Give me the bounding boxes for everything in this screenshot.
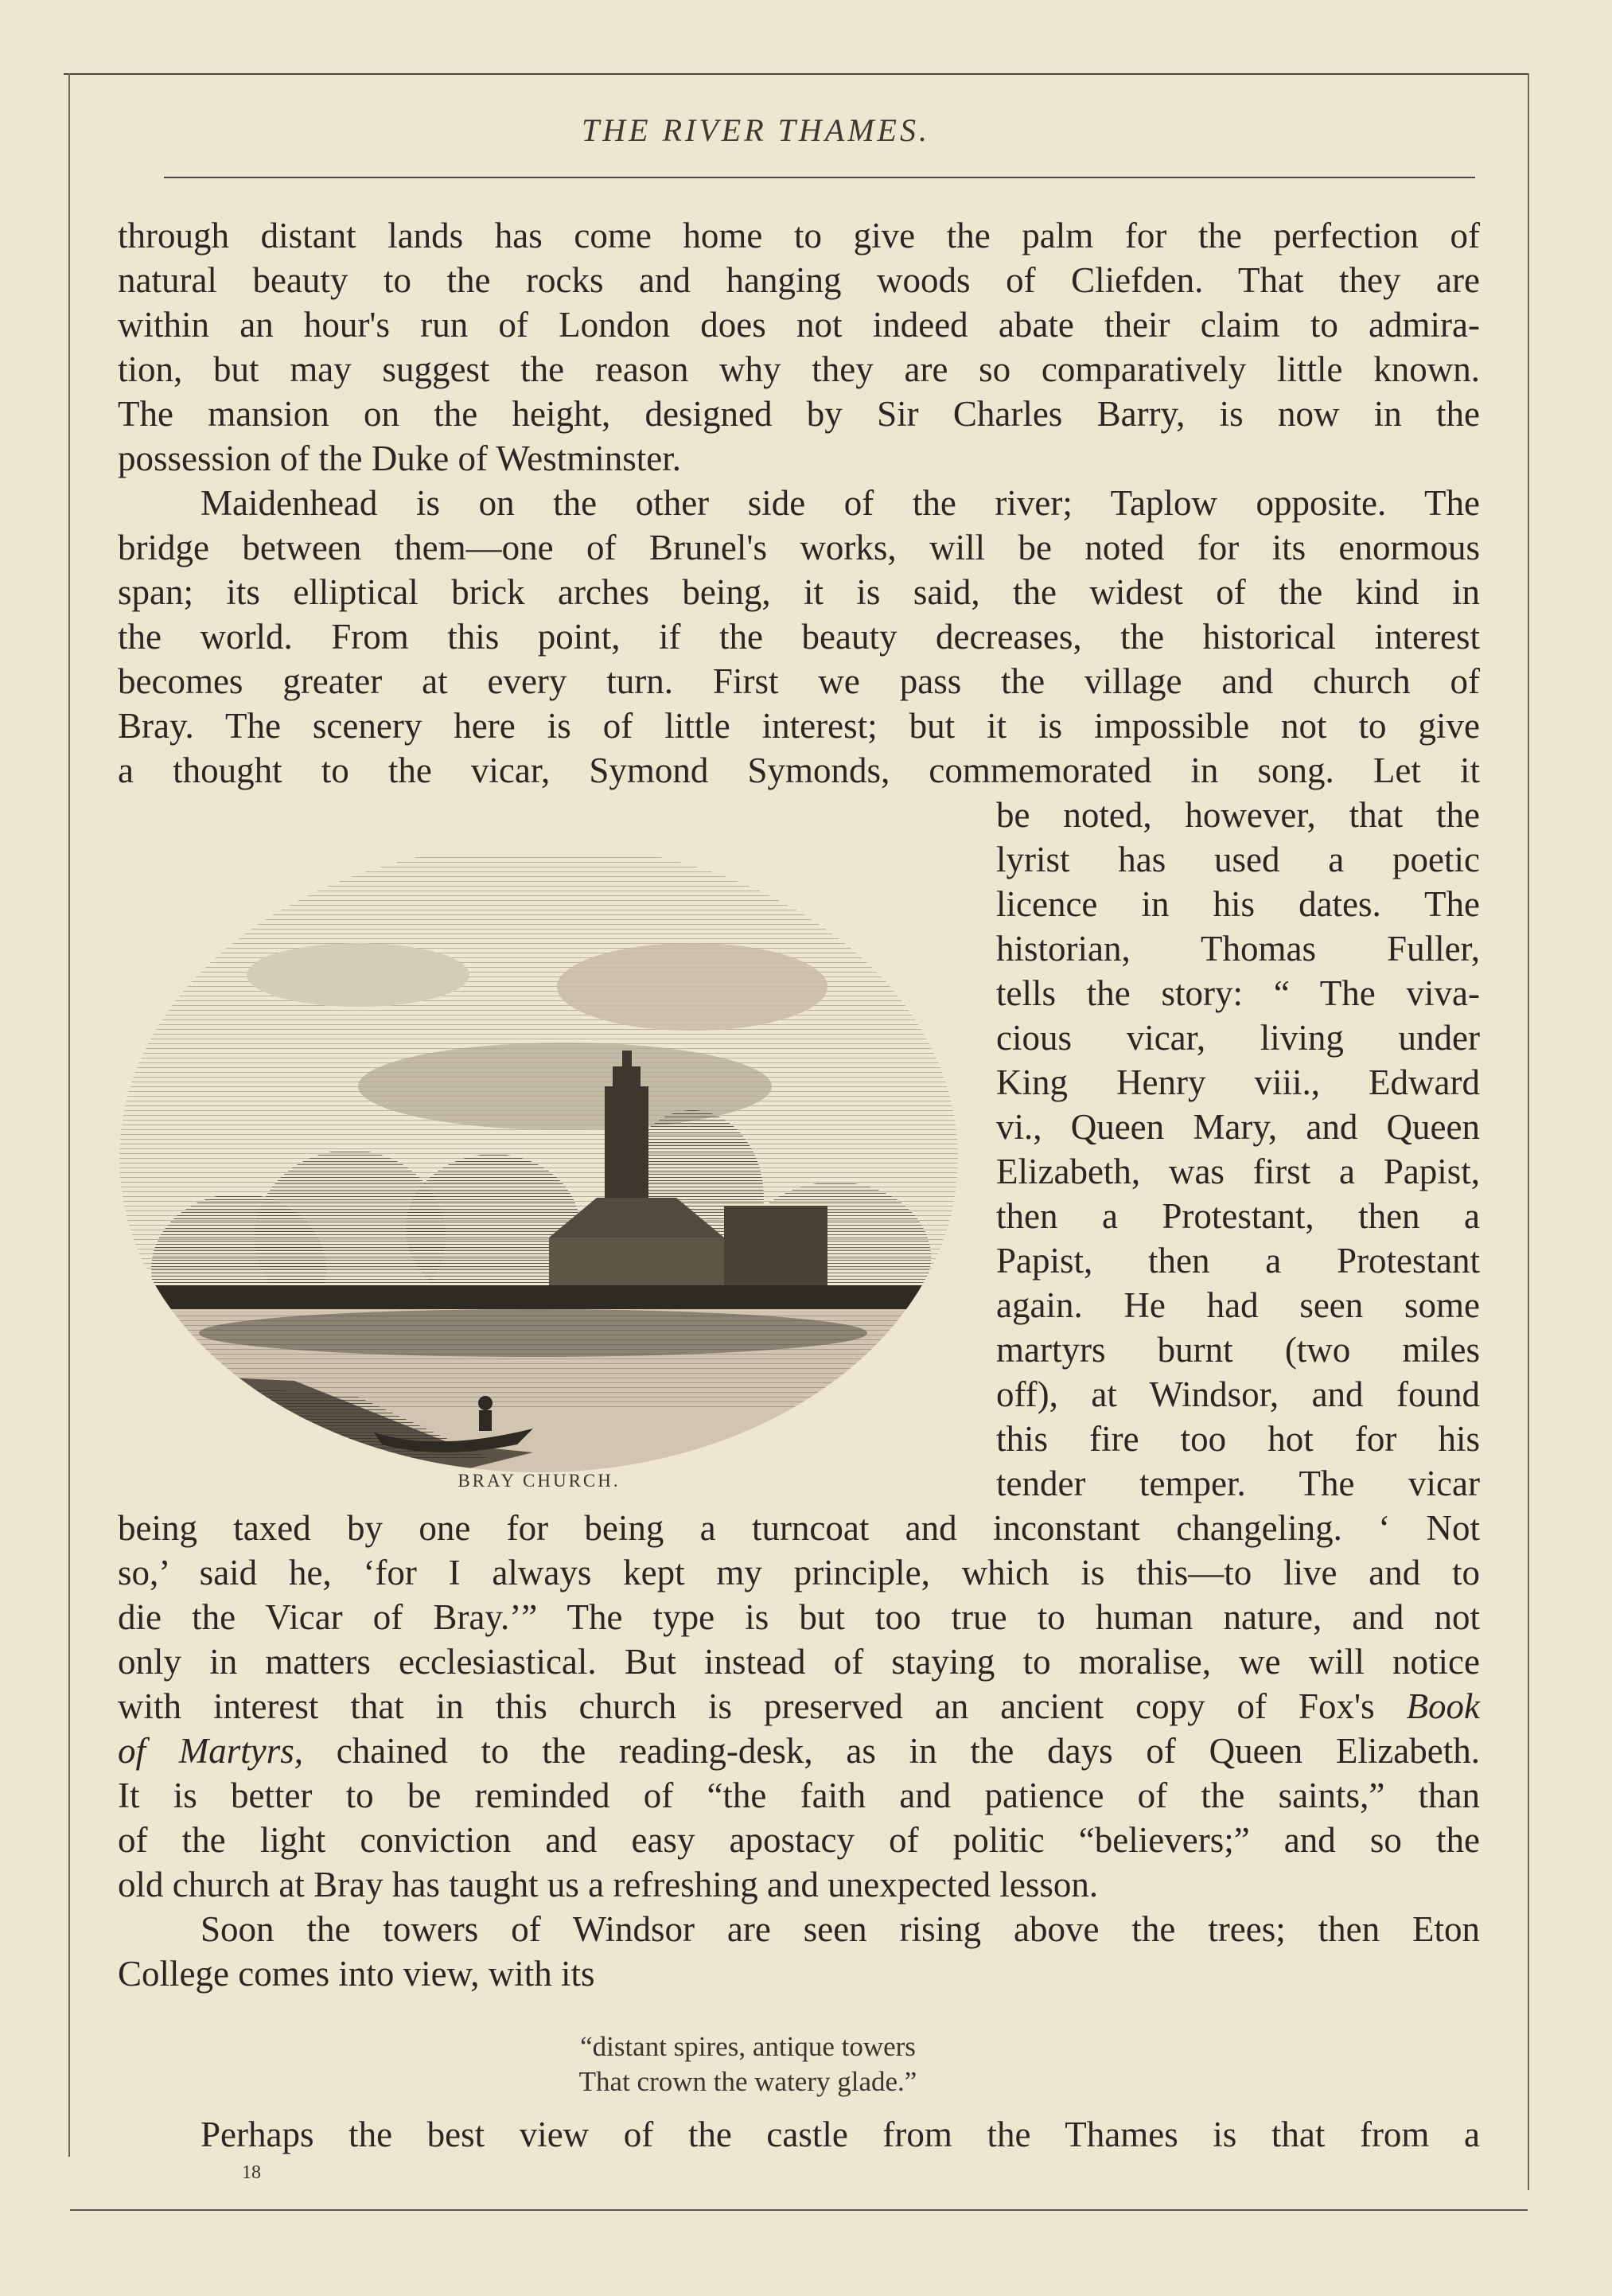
text-segment: with interest that in this church is preserved an ancient copy of Fox's — [118, 1686, 1375, 1726]
text-line: again. He had seen some — [996, 1285, 1480, 1325]
bray-church-engraving — [119, 824, 959, 1492]
text-line: bridge between them—one of Brunel's works, will be noted for its enormous — [118, 528, 1480, 567]
text-line: tells the story: “ The viva- — [996, 973, 1480, 1013]
page-border-bottom — [70, 2209, 1528, 2211]
text-line: then a Protestant, then a — [996, 1196, 1480, 1236]
text-line: the world. From this point, if the beauty decreases, the historical interest — [118, 617, 1480, 657]
page-number: 18 — [242, 2162, 261, 2183]
verse-quote-line: “distant spires, antique towers — [580, 2031, 916, 2062]
page-border-top — [64, 73, 1529, 75]
text-line: being taxed by one for being a turncoat and inconstant changeling. ‘ Not — [118, 1508, 1480, 1548]
text-line: span; its elliptical brick arches being, it is said, the widest of the kind in — [118, 572, 1480, 612]
text-line: The mansion on the height, designed by Sir Charles Barry, is now in the — [118, 394, 1480, 434]
text-line: be noted, however, that the — [996, 795, 1480, 835]
text-line: It is better to be reminded of “the faith and patience of the saints,” than — [118, 1776, 1480, 1815]
book-title-italic: of Martyrs, — [118, 1731, 304, 1771]
text-line: a thought to the vicar, Symond Symonds, commemorated in song. Let it — [118, 750, 1480, 790]
text-line: Perhaps the best view of the castle from the Thames is that from a — [201, 2115, 1480, 2154]
text-line: becomes greater at every turn. First we pass the village and church of — [118, 661, 1480, 701]
text-line: King Henry viii., Edward — [996, 1062, 1480, 1102]
text-line: cious vicar, living under — [996, 1018, 1480, 1058]
text-line: natural beauty to the rocks and hanging woods of Cliefden. That they are — [118, 260, 1480, 300]
page-border-left — [68, 73, 70, 2157]
text-line: Soon the towers of Windsor are seen rising above the trees; then Eton — [201, 1909, 1480, 1949]
figure-caption: BRAY CHURCH. — [458, 1471, 621, 1491]
page-border-right — [1528, 73, 1529, 2190]
text-line: tion, but may suggest the reason why they are so comparatively little known. — [118, 349, 1480, 389]
header-rule — [164, 177, 1475, 178]
text-line: vi., Queen Mary, and Queen — [996, 1107, 1480, 1147]
text-line: Papist, then a Protestant — [996, 1241, 1480, 1281]
text-line: through distant lands has come home to give the palm for the perfection of — [118, 216, 1480, 255]
text-line: College comes into view, with its — [118, 1954, 595, 1994]
text-line — [118, 1729, 1480, 1773]
text-line: Maidenhead is on the other side of the river; Taplow opposite. The — [201, 483, 1480, 523]
book-title-italic: Book — [1406, 1686, 1481, 1726]
text-line: only in matters ecclesiastical. But instead of staying to moralise, we will notice — [118, 1642, 1480, 1682]
text-line: Bray. The scenery here is of little interest; but it is impossible not to give — [118, 706, 1480, 746]
text-segment: chained to the reading-desk, as in the days of Queen Elizabeth. — [336, 1731, 1480, 1771]
running-head: THE RIVER THAMES. — [582, 112, 930, 148]
text-line: old church at Bray has taught us a refreshing and unexpected lesson. — [118, 1865, 1099, 1904]
text-line: die the Vicar of Bray.’” The type is but too true to human nature, and not — [118, 1597, 1480, 1637]
text-line: tender temper. The vicar — [996, 1464, 1480, 1503]
text-line: Elizabeth, was first a Papist, — [996, 1152, 1480, 1191]
text-line: martyrs burnt (two miles — [996, 1330, 1480, 1370]
text-line: off), at Windsor, and found — [996, 1374, 1480, 1414]
text-line: lyrist has used a poetic — [996, 840, 1480, 879]
verse-quote-line: That crown the watery glade.” — [578, 2066, 917, 2097]
text-line: this fire too hot for his — [996, 1419, 1480, 1459]
text-line: licence in his dates. The — [996, 884, 1480, 924]
text-line: possession of the Duke of Westminster. — [118, 439, 681, 478]
text-line: so,’ said he, ‘for I always kept my principle, which is this—to live and to — [118, 1553, 1480, 1592]
text-line: historian, Thomas Fuller, — [996, 929, 1480, 969]
text-line: of the light conviction and easy apostacy of politic “believers;” and so the — [118, 1820, 1480, 1860]
text-line: within an hour's run of London does not indeed abate their claim to admira- — [118, 305, 1480, 345]
text-line — [118, 1684, 1480, 1729]
